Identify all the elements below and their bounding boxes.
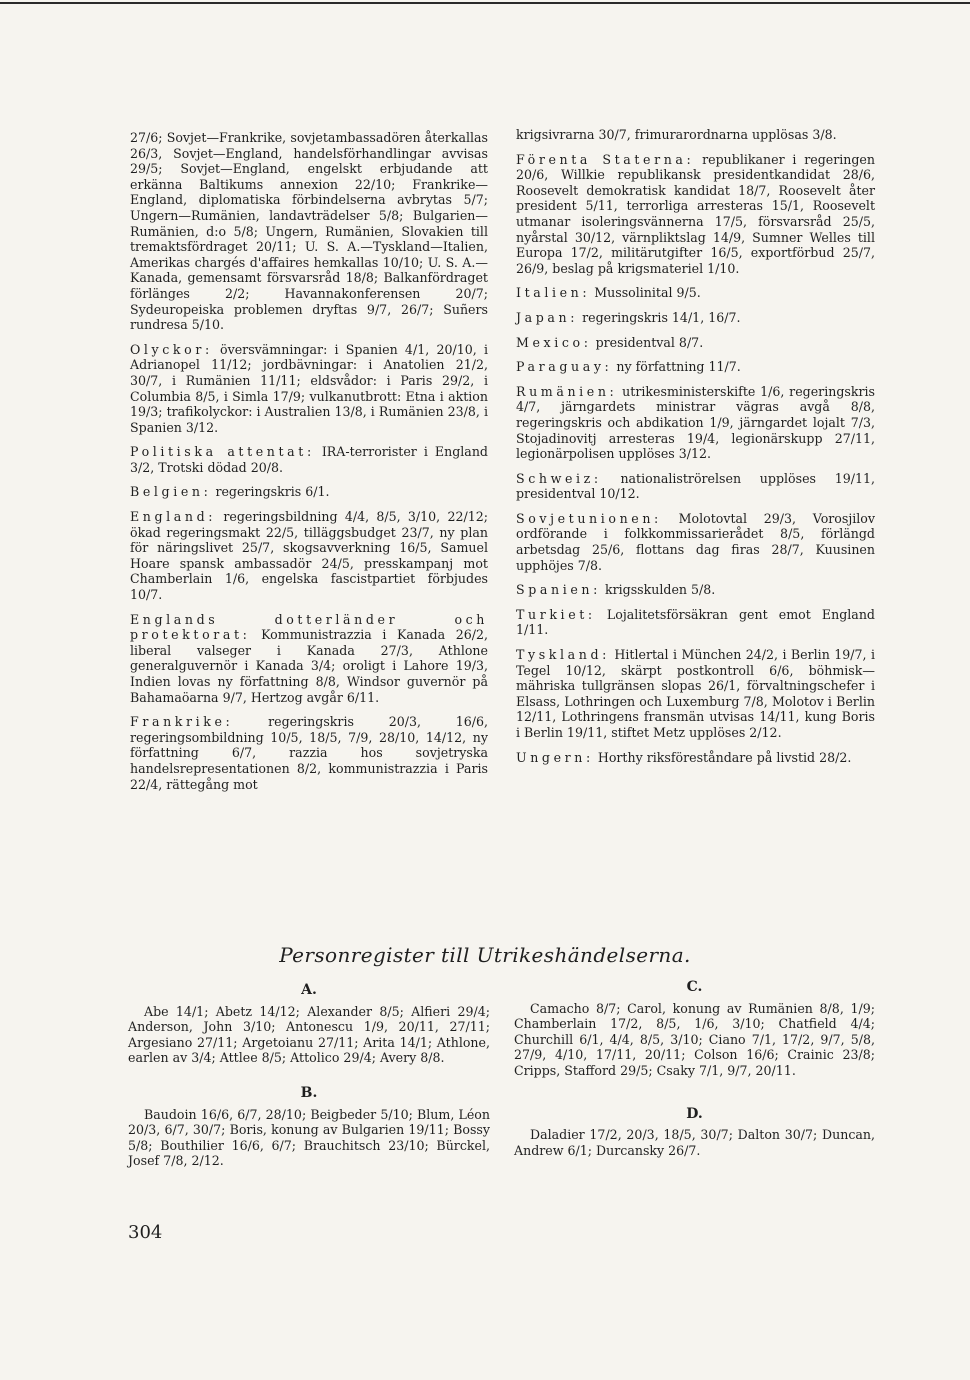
entry-heading: Spanien: — [516, 582, 601, 598]
register-left-column — [128, 983, 490, 1169]
entry-text: regeringsbildning 4/4, 8/5, 3/10, 22/12; ökad regeringsmakt 22/5, tilläggsbudget 23/7, ny plan för näringslivet 25/7, skogsavverkning 16/5, Samuel Hoare spansk ambassadör 24/5, presskampanj mot Chamberlain 1/6, engelska fascistpartiet förbjudes 10/7. — [130, 509, 488, 603]
register-letter-b: B. — [300, 1084, 318, 1101]
entry-belgien — [130, 484, 488, 500]
entry-heading: Rumänien: — [516, 383, 618, 399]
entry-heading: Frankrike: — [130, 714, 234, 730]
entry-tyskland — [516, 647, 875, 741]
entry-sovjetunionen — [516, 511, 875, 573]
entry-text: Lojalitetsförsäkran gent emot England 1/11. — [516, 606, 875, 638]
entry-text: IRA-terrorister i England 3/2, Trotski dödad 20/8. — [130, 444, 488, 475]
entry-text: krigsskulden 5/8. — [600, 582, 716, 598]
entry-japan — [516, 310, 875, 326]
entry-text: Kommunistrazzia i Kanada 26/2, liberal valseger i Kanada 27/3, Athlone generalguvernör i Kanada 3/4; oroligt i Lahore 19/3, Indien lovas ny författning 8/8, Windsor guvernör på Bahamaöarna 9/7, Hertzog avgår 6/11. — [130, 627, 488, 705]
entry-heading: Belgien: — [130, 484, 212, 500]
entry-heading: Paraguay: — [516, 359, 613, 375]
entry-turkiet — [516, 607, 875, 638]
entry-text: översvämningar: i Spanien 4/1, 20/10, i Adrianopel 11/12; jordbävningar: i Anatolien 21/2, 30/7, i Rumänien 11/11; eldsvådor: i Paris 29/2, i Columbia 8/5, i Simla 17/9; vulkanutbrott: Etna i aktion 19/3; trafikolyckor: i Australien 13/8, i Rumänien 23/8, i Spanien 3/12. — [130, 341, 488, 435]
entry-heading: Turkiet: — [516, 606, 596, 622]
entry-forenta-staterna — [516, 152, 875, 277]
entry-heading: Mexico: — [516, 334, 592, 350]
register-entries-d: Daladier 17/2, 20/3, 18/5, 30/7; Dalton 30/7; Duncan, Andrew 6/1; Durcansky 26/7. — [514, 1127, 875, 1158]
left-column — [130, 130, 488, 801]
entry-heading: Englands dotterländer och protektorat: — [130, 611, 488, 643]
register-entries-b: Baudoin 16/6, 6/7, 28/10; Beigbeder 5/10; Blum, Léon 20/3, 6/7, 30/7; Boris, konung av Bulgarien 19/11; Bossy 5/8; Bouthilier 16/6, 6/7; Brauchitsch 23/10; Bürckel, Josef 7/8, 2/12. — [128, 1106, 490, 1169]
entry-rumanien — [516, 384, 875, 462]
register-letter-a: A. — [301, 982, 317, 998]
register-letter-d: D. — [686, 1105, 703, 1122]
entry-text: presidentval 8/7. — [591, 334, 704, 350]
entry-schweiz — [516, 471, 875, 502]
register-right-column — [514, 980, 875, 1158]
entry-text: regeringskris 6/1. — [211, 484, 330, 500]
entry-olyckor — [130, 342, 488, 436]
entry-text: Horthy riksföreståndare på livstid 28/2. — [593, 749, 852, 765]
entry-englands-dotterlander — [130, 612, 488, 706]
top-border-line — [0, 2, 970, 4]
entry-text: Mussolinital 9/5. — [590, 285, 701, 301]
entry-frankrike — [130, 714, 488, 792]
entry-politiska-attentat — [130, 444, 488, 475]
entry-heading: Politiska attentat: — [130, 444, 315, 460]
entry-heading: Sovjetunionen: — [516, 510, 662, 526]
register-title: Personregister till Utrikeshändelserna. — [279, 943, 691, 967]
entry-heading: Japan: — [516, 309, 579, 325]
entry-text: utrikesministerskifte 1/6, regeringskris 4/7, järngardets ministrar vägras avgå 8/8, regeringskris och abdikation 1/9, järngardet lojalt 7/3, Stojadinovitj arresteras 19/4, legionärskupp 27/11, legionärpolisen upplöses 3/12. — [516, 383, 875, 462]
entry-heading: England: — [130, 509, 217, 525]
entry-text: Hitlertal i München 24/2, i Berlin 19/7, i Tegel 10/12, skärpt postkontroll 6/6, böhmisk—mähriska tullgränsen slopas 26/1, förvaltningschefer i Elsass, Lothringen och Luxemburg 7/8, Molotov i Berlin 12/11, Lothringens fransmän utvisas 14/11, kung Boris i Berlin 19/11, stiftet Metz upplöses 2/12. — [516, 647, 875, 740]
register-entries-c: Camacho 8/7; Carol, konung av Rumänien 8/8, 1/9; Chamberlain 17/2, 8/5, 1/6, 3/10; Chatfield 4/4; Churchill 6/1, 4/4, 8/5, 3/10; Ciano 7/1, 17/2, 9/7, 5/8, 27/9, 4/10, 17/11, 20/11; Colson 16/6; Crainic 23/8; Cripps, Stafford 29/5; Csaky 7/1, 9/7, 20/11. — [514, 1000, 875, 1078]
left-continuation-text: 27/6; Sovjet—Frankrike, sovjetambassadören återkallas 26/3, Sovjet—England, handelsförhandlingar avvisas 29/5; Sovjet—England, engelskt erbjudande att erkänna Baltikums annexion 22/10; Frankrike—England, diplomatiska förbindelserna avbrytas 5/7; Ungern—Rumänien, landavträdelser 5/8; Bulgarien—Rumänien, d:o 5/8; Ungern, Rumänien, Slovakien till tremaktsfördraget 20/11; U. S. A.—Tyskland—Italien, Amerikas chargés d'affaires hemkallas 10/10; U. S. A.—Kanada, gemensamt försvarsråd 18/8; Balkanfördraget förlänges 2/2; Havannakonferensen 20/7; Sydeuropeiska problemen dryftas 9/7, 26/7; Suñers rundresa 5/10. — [130, 130, 488, 333]
entry-text: regeringskris 14/1, 16/7. — [578, 309, 741, 325]
entry-heading: Förenta Staterna: — [516, 151, 695, 167]
entry-text: republikaner i regeringen 20/6, Willkie republikansk presidentkandidat 28/6, Roosevelt demokratisk kandidat 18/7, Roosevelt åter president 5/11, terrorliga arresteras 15/1, Roosevelt utmanar isoleringsvännerna 17/5, försvarsråd 25/5, nyårstal 30/12, värnpliktslag 14/9, Sumner Welles till Europa 17/2, militärutgifter 16/5, exportförbud 25/7, 26/9, beslag på krigsmateriel 1/10. — [516, 151, 875, 276]
page-number: 304 — [128, 1222, 163, 1243]
entry-ungern — [516, 750, 875, 766]
entry-heading: Tyskland: — [516, 647, 610, 663]
entry-text: regeringskris 20/3, 16/6, regeringsombildning 10/5, 18/5, 7/9, 28/10, 14/12, ny författning 6/7, razzia hos sovjetryska handelsrepresentationen 8/2, kommunistrazzia i Paris 22/4, rättegång mot — [130, 714, 488, 792]
entry-text: ny författning 11/7. — [612, 359, 741, 375]
entry-text: nationaliströrelsen upplöses 19/11, presidentval 10/12. — [516, 470, 875, 502]
entry-spanien — [516, 582, 875, 598]
register-entries-a: Abe 14/1; Abetz 14/12; Alexander 8/5; Alfieri 29/4; Anderson, John 3/10; Antonescu 1/9, 20/11, 27/11; Argesiano 27/11; Argetoianu 27/11; Arita 14/1; Athlone, earlen av 3/4; Attlee 8/5; Attolico 29/4; Avery 8/8. — [128, 1003, 490, 1066]
entry-heading: Olyckor: — [130, 341, 213, 357]
entry-text: Molotovtal 29/3, Vorosjilov ordförande i folkkommissarierådet 8/5, förlängd arbetsdag 25/6, flottans dag firas 28/7, Kuusinen upphöjes 7/8. — [516, 510, 875, 573]
right-continuation-text: krigsivrarna 30/7, frimurarordnarna upplösas 3/8. — [516, 127, 837, 142]
register-letter-c: C. — [686, 979, 703, 995]
entry-heading: Italien: — [516, 285, 591, 301]
entry-paraguay — [516, 359, 875, 375]
right-column — [516, 127, 875, 774]
entry-heading: Ungern: — [516, 749, 594, 765]
entry-mexico — [516, 335, 875, 351]
entry-england — [130, 509, 488, 603]
entry-italien — [516, 285, 875, 301]
entry-heading: Schweiz: — [516, 470, 602, 486]
